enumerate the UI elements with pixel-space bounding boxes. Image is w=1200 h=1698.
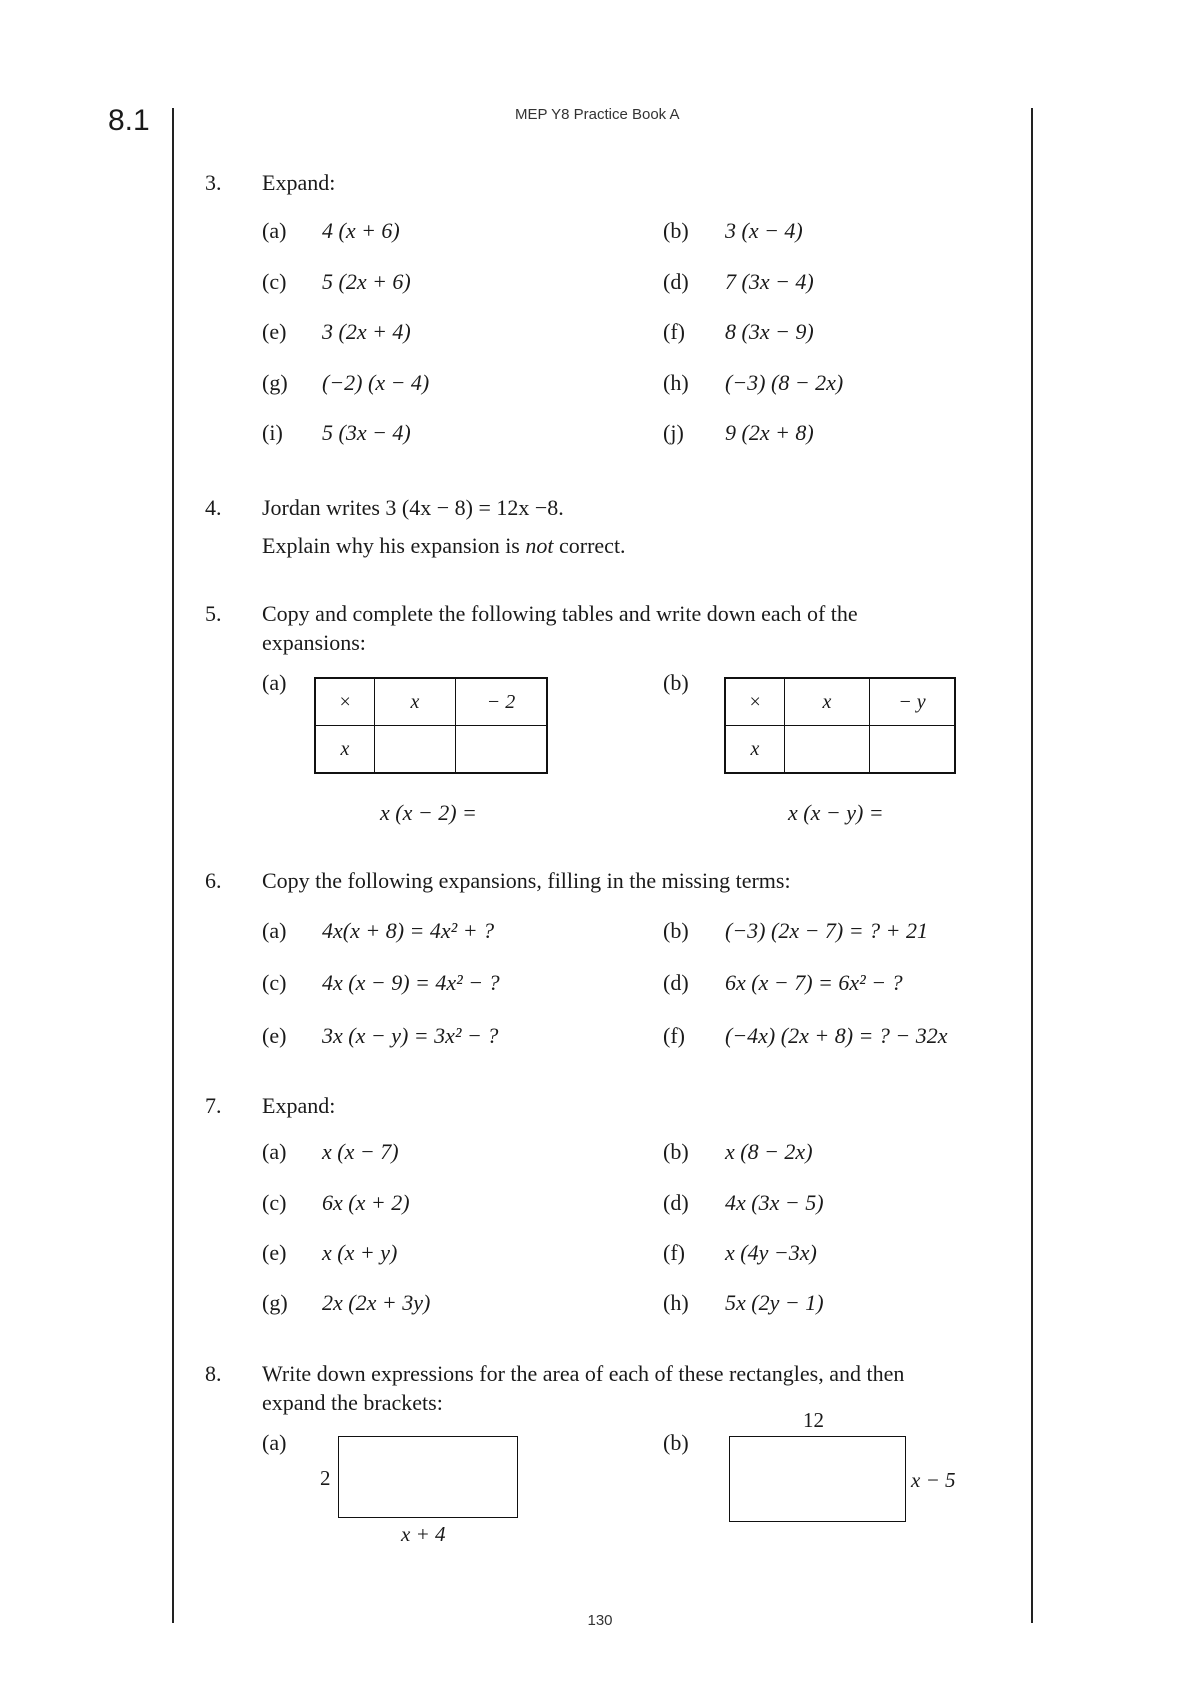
- q6d-expr: 6x (x − 7) = 6x² − ?: [725, 970, 903, 995]
- q3c-expr: 5 (2x + 6): [322, 269, 411, 294]
- q3a-label: (a): [262, 218, 287, 243]
- q3h-label: (h): [663, 370, 689, 395]
- q6c-expr: 4x (x − 9) = 4x² − ?: [322, 970, 500, 995]
- q5b-result: x (x − y) =: [788, 800, 884, 825]
- q5b-empty-cell: [785, 726, 870, 774]
- q8a-label: (a): [262, 1430, 287, 1455]
- q3b-label: (b): [663, 218, 689, 243]
- q3a-expr: 4 (x + 6): [322, 218, 400, 243]
- q8b-side-length: x − 5: [911, 1468, 956, 1492]
- q8-number: 8.: [205, 1361, 222, 1386]
- q4-number: 4.: [205, 495, 222, 520]
- q5a-col-header-2: − 2: [456, 678, 548, 726]
- q6a-label: (a): [262, 918, 287, 943]
- q5b-row-header: x: [725, 726, 785, 774]
- q8a-rectangle: [338, 1436, 518, 1518]
- q5a-corner: ×: [315, 678, 375, 726]
- left-margin-rule: [172, 108, 174, 1623]
- q7-prompt: Expand:: [262, 1093, 336, 1118]
- q5a-col-header-1: x: [375, 678, 456, 726]
- q6e-expr: 3x (x − y) = 3x² − ?: [322, 1023, 499, 1048]
- q8b-label: (b): [663, 1430, 689, 1455]
- q3e-label: (e): [262, 319, 287, 344]
- q4-emphasis: not: [525, 533, 554, 558]
- q3f-label: (f): [663, 319, 685, 344]
- q6-number: 6.: [205, 868, 222, 893]
- q7f-expr: x (4y −3x): [725, 1240, 817, 1265]
- q5b-corner: ×: [725, 678, 785, 726]
- q5a-label: (a): [262, 670, 287, 695]
- q5b-col-header-1: x: [785, 678, 870, 726]
- q3i-label: (i): [262, 420, 283, 445]
- q6a-expr: 4x(x + 8) = 4x² + ?: [322, 918, 495, 943]
- section-number: 8.1: [108, 104, 150, 137]
- q8-prompt-line1: Write down expressions for the area of each of these rectangles, and then: [262, 1361, 905, 1386]
- q7c-expr: 6x (x + 2): [322, 1190, 410, 1215]
- q6b-expr: (−3) (2x − 7) = ? + 21: [725, 918, 928, 943]
- page-number: 130: [587, 1612, 613, 1629]
- q3c-label: (c): [262, 269, 287, 294]
- q7h-expr: 5x (2y − 1): [725, 1290, 824, 1315]
- q3e-expr: 3 (2x + 4): [322, 319, 411, 344]
- q3h-expr: (−3) (8 − 2x): [725, 370, 844, 395]
- q6c-label: (c): [262, 970, 287, 995]
- q5-prompt-line2: expansions:: [262, 630, 366, 655]
- q7a-expr: x (x − 7): [322, 1139, 399, 1164]
- q7h-label: (h): [663, 1290, 689, 1315]
- q4-instruction: Explain why his expansion is not correct.: [262, 533, 626, 558]
- running-head: MEP Y8 Practice Book A: [515, 106, 680, 123]
- q7-number: 7.: [205, 1093, 222, 1118]
- right-margin-rule: [1031, 108, 1033, 1623]
- q3g-label: (g): [262, 370, 288, 395]
- q3-number: 3.: [205, 170, 222, 195]
- q3d-expr: 7 (3x − 4): [725, 269, 814, 294]
- q5b-empty-cell: [870, 726, 956, 774]
- q6f-expr: (−4x) (2x + 8) = ? − 32x: [725, 1023, 948, 1048]
- q5a-multiplication-grid: [314, 677, 548, 774]
- q7e-expr: x (x + y): [322, 1240, 398, 1265]
- q5a-result: x (x − 2) =: [380, 800, 477, 825]
- q3i-expr: 5 (3x − 4): [322, 420, 411, 445]
- q3-prompt: Expand:: [262, 170, 336, 195]
- q7g-expr: 2x (2x + 3y): [322, 1290, 431, 1315]
- q6-prompt: Copy the following expansions, filling in the missing terms:: [262, 868, 791, 893]
- q3j-label: (j): [663, 420, 684, 445]
- q7g-label: (g): [262, 1290, 288, 1315]
- q8a-bottom-length: x + 4: [401, 1522, 446, 1546]
- q7b-label: (b): [663, 1139, 689, 1164]
- q7a-label: (a): [262, 1139, 287, 1164]
- q8b-rectangle: [729, 1436, 906, 1522]
- q3j-expr: 9 (2x + 8): [725, 420, 814, 445]
- q7b-expr: x (8 − 2x): [725, 1139, 813, 1164]
- q8-prompt-line2: expand the brackets:: [262, 1390, 443, 1415]
- q3g-expr: (−2) (x − 4): [322, 370, 430, 395]
- q7d-label: (d): [663, 1190, 689, 1215]
- q6f-label: (f): [663, 1023, 685, 1048]
- q5a-empty-cell: [456, 726, 548, 774]
- q6e-label: (e): [262, 1023, 287, 1048]
- q7d-expr: 4x (3x − 5): [725, 1190, 824, 1215]
- q3f-expr: 8 (3x − 9): [725, 319, 814, 344]
- q7c-label: (c): [262, 1190, 287, 1215]
- q5b-label: (b): [663, 670, 689, 695]
- q5-number: 5.: [205, 601, 222, 626]
- q8a-side-length: 2: [320, 1466, 331, 1490]
- q5a-empty-cell: [375, 726, 456, 774]
- q3d-label: (d): [663, 269, 689, 294]
- q7f-label: (f): [663, 1240, 685, 1265]
- q8b-top-length: 12: [803, 1408, 824, 1432]
- q5-prompt-line1: Copy and complete the following tables and write down each of the: [262, 601, 858, 626]
- q4-statement: Jordan writes 3 (4x − 8) = 12x −8.: [262, 495, 564, 520]
- q5a-row-header: x: [315, 726, 375, 774]
- q7e-label: (e): [262, 1240, 287, 1265]
- q6d-label: (d): [663, 970, 689, 995]
- q5b-multiplication-grid: [724, 677, 956, 774]
- q3b-expr: 3 (x − 4): [725, 218, 803, 243]
- q6b-label: (b): [663, 918, 689, 943]
- q5b-col-header-2: − y: [870, 678, 956, 726]
